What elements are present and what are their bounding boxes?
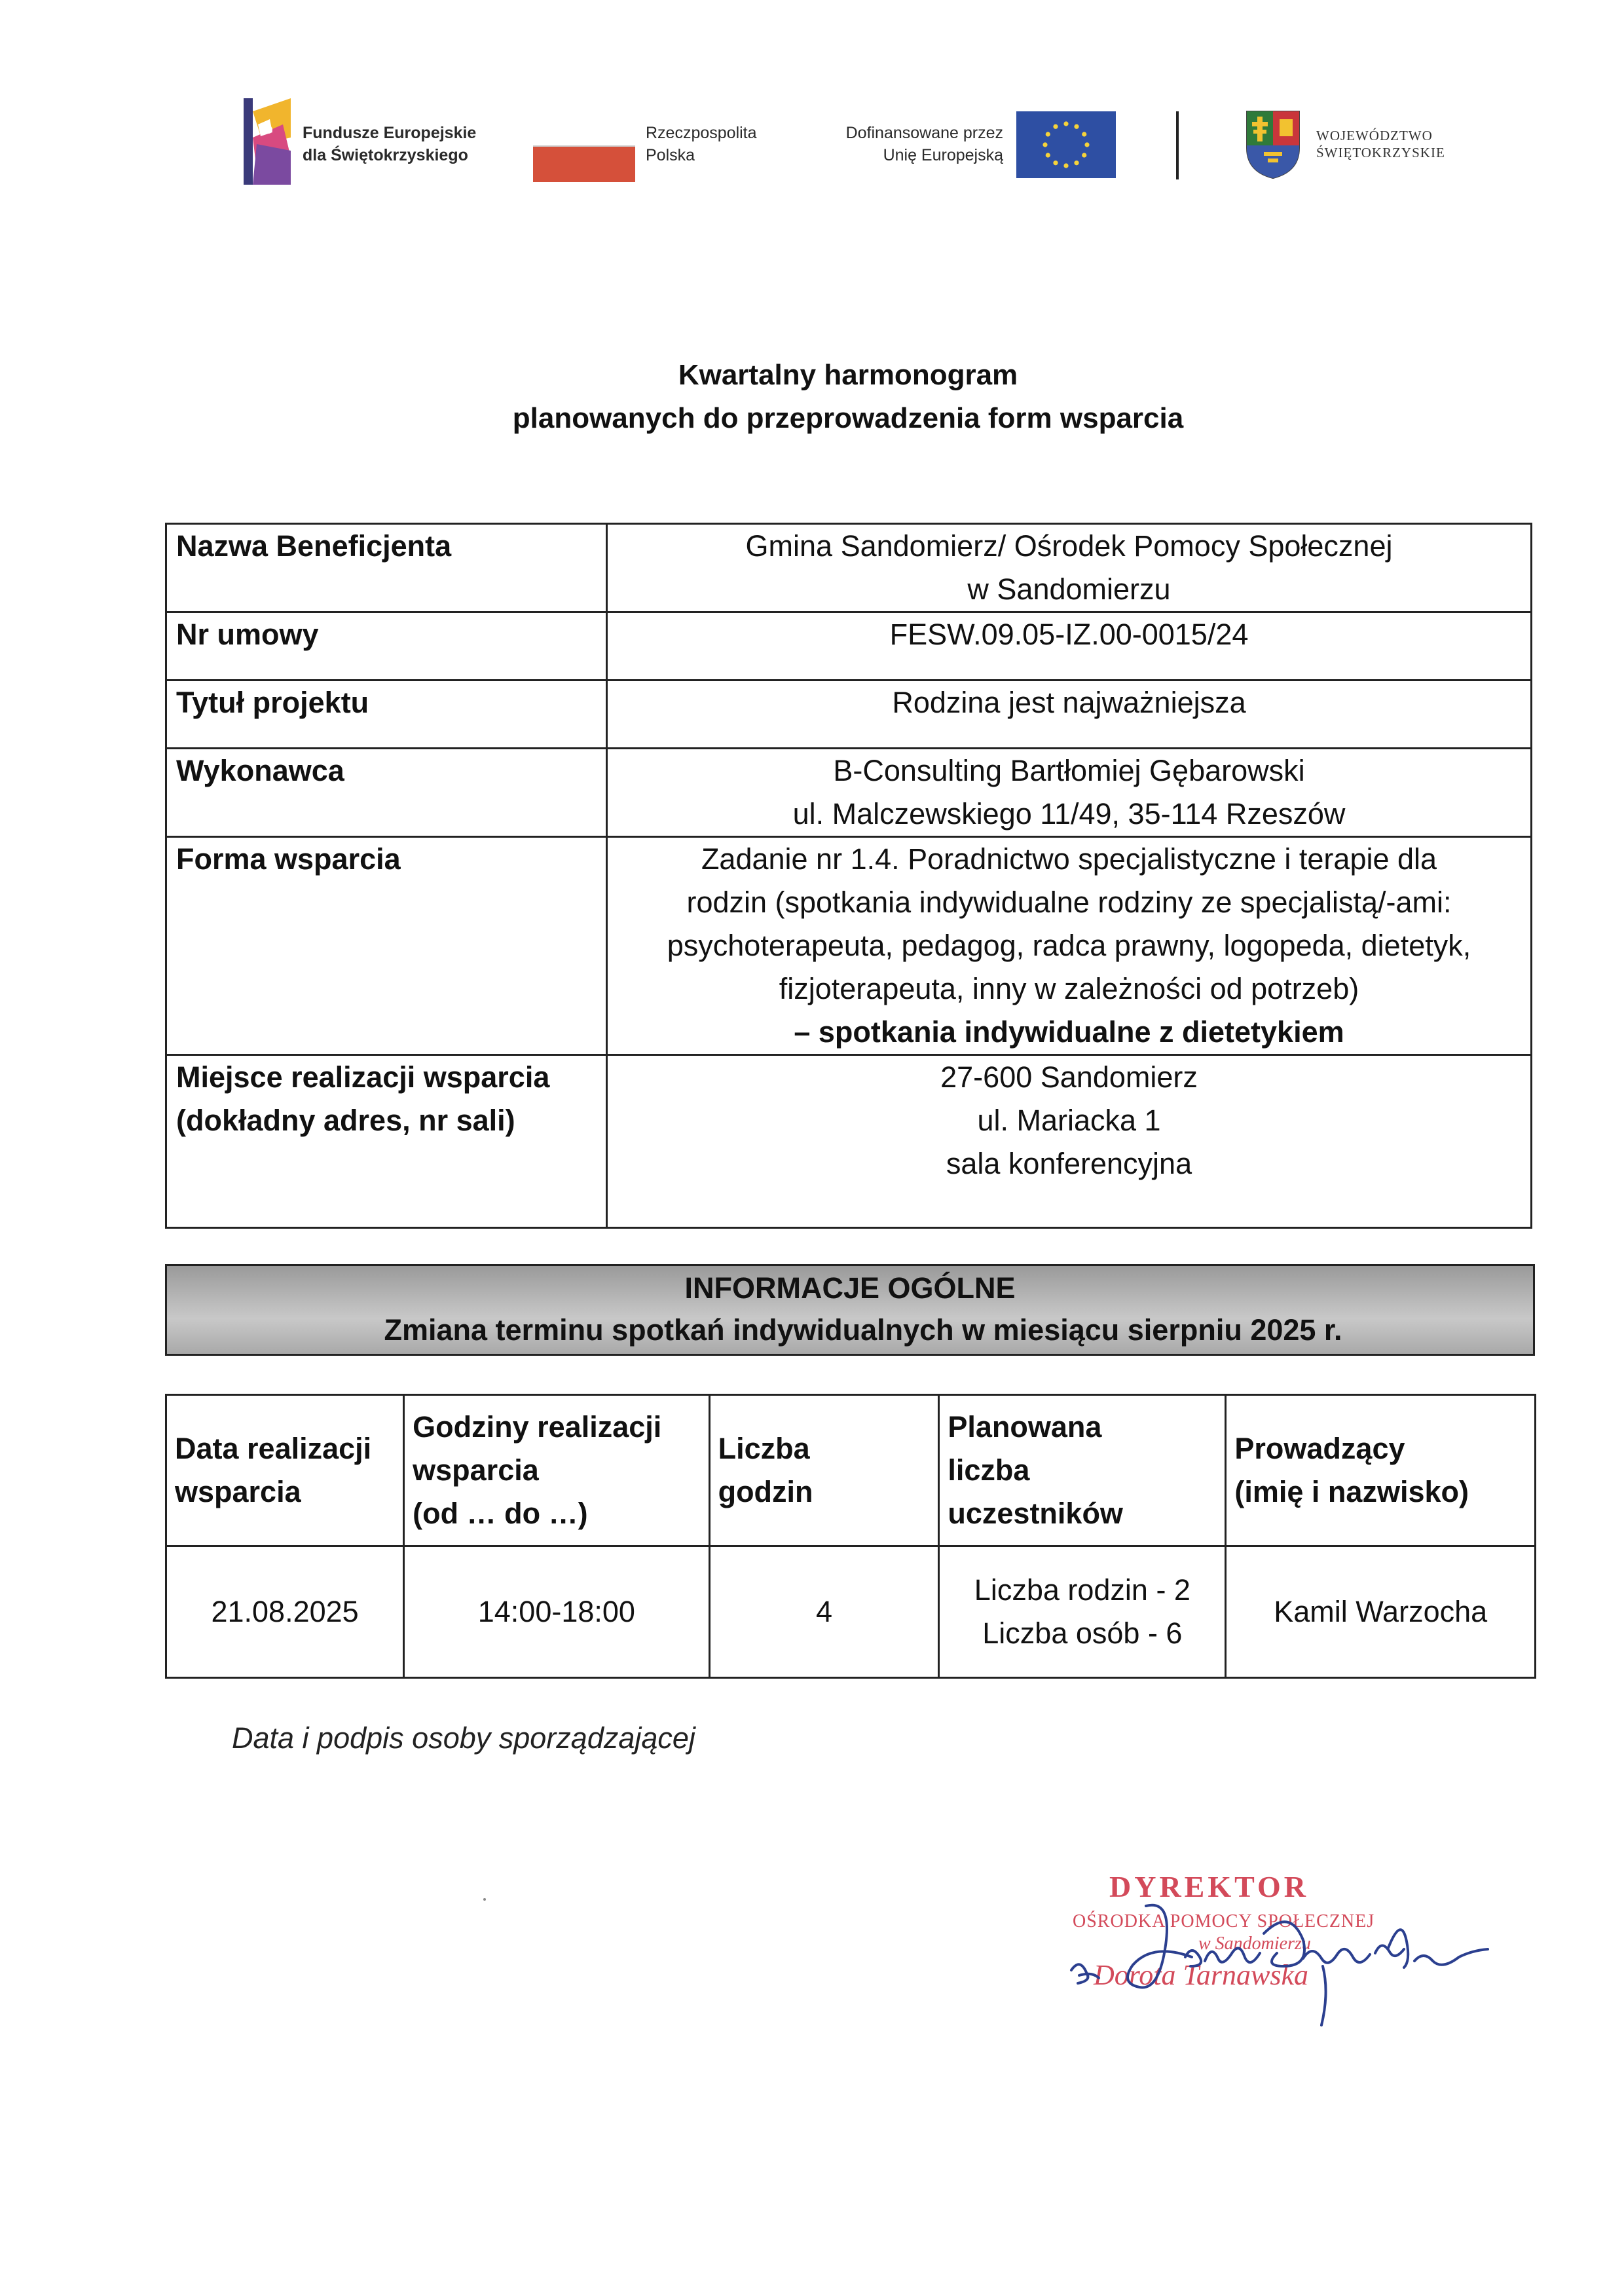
schedule-header-row xyxy=(166,1395,1536,1546)
header-count xyxy=(709,1395,939,1546)
region-line1: WOJEWÓDZTWO xyxy=(1316,128,1433,143)
header-participants xyxy=(939,1395,1226,1546)
eu-star xyxy=(1082,132,1086,136)
logo-bar xyxy=(0,0,1624,196)
header-hours xyxy=(404,1395,709,1546)
region-text xyxy=(1316,127,1445,161)
european-funds-line2: dla Świętokrzyskiego xyxy=(303,146,468,164)
swietokrzyskie-crest-icon xyxy=(1244,109,1302,179)
european-funds-logo-icon xyxy=(244,98,291,185)
label-location-2: (dokładny adres, nr sali) xyxy=(176,1104,515,1137)
value-location-2: ul. Mariacka 1 xyxy=(977,1104,1161,1137)
info-label xyxy=(166,1055,607,1228)
info-label xyxy=(166,681,607,749)
document-title xyxy=(0,354,1624,440)
eu-star xyxy=(1084,142,1089,147)
cell-hours: 14:00-18:00 xyxy=(404,1546,709,1678)
value-contractor-1: B-Consulting Bartłomiej Gębarowski xyxy=(833,754,1305,787)
header-leader-2: (imię i nazwisko) xyxy=(1234,1475,1469,1508)
stamp-city: w Sandomierzu xyxy=(1198,1933,1311,1954)
value-support-form-2: rodzin (spotkania indywidualne rodziny ze specjalistą/-ami: xyxy=(686,886,1452,919)
eu-line2: Unię Europejską xyxy=(883,146,1003,164)
eu-star xyxy=(1074,124,1079,129)
info-value xyxy=(607,1055,1532,1228)
value-contract: FESW.09.05-IZ.00-0015/24 xyxy=(889,618,1249,651)
polish-flag-icon xyxy=(533,145,635,182)
poland-line1: Rzeczpospolita xyxy=(646,124,757,142)
eu-star xyxy=(1063,163,1068,168)
value-support-form-3: psychoterapeuta, pedagog, radca prawny, logopeda, dietetyk, xyxy=(667,929,1471,962)
info-row-beneficiary xyxy=(166,524,1532,612)
table-row xyxy=(166,1546,1536,1678)
header-hours-2: wsparcia xyxy=(413,1453,539,1487)
stamp-name: Dorota Tarnawska xyxy=(1094,1959,1309,1991)
general-info-banner xyxy=(165,1264,1535,1356)
header-count-2: godzin xyxy=(718,1475,813,1508)
eu-star xyxy=(1043,142,1047,147)
title-line1: Kwartalny harmonogram xyxy=(678,359,1018,391)
project-info-table xyxy=(165,523,1532,1229)
header-participants-1: Planowana xyxy=(948,1410,1102,1444)
eu-star xyxy=(1046,132,1050,136)
header-date-1: Data realizacji xyxy=(175,1432,372,1465)
label-beneficiary: Nazwa Beneficjenta xyxy=(176,529,452,563)
participants-families: Liczba rodzin - 2 xyxy=(974,1573,1190,1607)
info-value xyxy=(607,524,1532,612)
banner-heading: INFORMACJE OGÓLNE xyxy=(684,1271,1016,1305)
info-row-contractor xyxy=(166,749,1532,837)
eu-star xyxy=(1063,121,1068,126)
banner-subheading: Zmiana terminu spotkań indywidualnych w miesiącu sierpniu 2025 r. xyxy=(384,1313,1342,1347)
label-support-form: Forma wsparcia xyxy=(176,842,401,876)
eu-star xyxy=(1046,153,1050,157)
header-participants-3: uczestników xyxy=(948,1497,1123,1530)
eu-star xyxy=(1074,160,1079,165)
value-support-form-1: Zadanie nr 1.4. Poradnictwo specjalistyczne i terapie dla xyxy=(701,842,1437,876)
value-contractor-2: ul. Malczewskiego 11/49, 35-114 Rzeszów xyxy=(792,797,1346,830)
header-count-1: Liczba xyxy=(718,1432,810,1465)
cell-date: 21.08.2025 xyxy=(166,1546,404,1678)
info-row-support-form xyxy=(166,837,1532,1055)
logo-divider xyxy=(1176,111,1179,179)
info-label xyxy=(166,837,607,1055)
cell-leader: Kamil Warzocha xyxy=(1226,1546,1536,1678)
eu-star xyxy=(1053,124,1058,129)
info-label xyxy=(166,612,607,681)
stamp-title: DYREKTOR xyxy=(1109,1870,1309,1903)
european-funds-line1: Fundusze Europejskie xyxy=(303,124,477,142)
header-participants-2: liczba xyxy=(948,1453,1030,1487)
header-leader xyxy=(1226,1395,1536,1546)
label-contract: Nr umowy xyxy=(176,618,319,651)
info-row-contract xyxy=(166,612,1532,681)
info-label xyxy=(166,749,607,837)
cell-participants xyxy=(939,1546,1226,1678)
title-line2: planowanych do przeprowadzenia form wsparcia xyxy=(512,402,1184,434)
eu-star xyxy=(1082,153,1086,157)
eu-line1: Dofinansowane przez xyxy=(845,124,1003,142)
label-location-1: Miejsce realizacji wsparcia xyxy=(176,1060,550,1094)
header-hours-3: (od … do …) xyxy=(413,1497,588,1530)
value-beneficiary-1: Gmina Sandomierz/ Ośrodek Pomocy Społecznej xyxy=(745,529,1393,563)
info-value xyxy=(607,837,1532,1055)
header-date xyxy=(166,1395,404,1546)
schedule-table xyxy=(165,1394,1536,1679)
header-hours-1: Godziny realizacji xyxy=(413,1410,662,1444)
region-line2: ŚWIĘTOKRZYSKIE xyxy=(1316,145,1445,160)
eu-star xyxy=(1053,160,1058,165)
european-funds-text xyxy=(303,122,476,166)
scan-speck xyxy=(483,1898,486,1901)
value-support-form-4: fizjoterapeuta, inny w zależności od potrzeb) xyxy=(779,972,1359,1005)
label-contractor: Wykonawca xyxy=(176,754,344,787)
info-label xyxy=(166,524,607,612)
handwritten-signature-icon xyxy=(1048,1893,1493,2037)
value-location-3: sala konferencyjna xyxy=(946,1147,1192,1180)
header-leader-1: Prowadzący xyxy=(1234,1432,1405,1465)
signature-caption: Data i podpis osoby sporządzającej xyxy=(232,1721,695,1755)
header-date-2: wsparcia xyxy=(175,1475,301,1508)
cell-count: 4 xyxy=(709,1546,939,1678)
info-value xyxy=(607,749,1532,837)
info-value xyxy=(607,612,1532,681)
value-support-form-bold: – spotkania indywidualne z dietetykiem xyxy=(794,1015,1344,1049)
info-row-location xyxy=(166,1055,1532,1228)
poland-text xyxy=(646,122,757,166)
eu-flag-icon xyxy=(1016,111,1116,178)
value-beneficiary-2: w Sandomierzu xyxy=(967,572,1171,606)
stamp-organization: OŚRODKA POMOCY SPOŁECZNEJ xyxy=(1073,1911,1375,1931)
participants-persons: Liczba osób - 6 xyxy=(982,1616,1183,1650)
label-project-title: Tytuł projektu xyxy=(176,686,369,719)
value-project-title: Rodzina jest najważniejsza xyxy=(892,686,1246,719)
poland-line2: Polska xyxy=(646,146,695,164)
eu-cofinanced-text xyxy=(809,122,1003,166)
info-value xyxy=(607,681,1532,749)
value-location-1: 27-600 Sandomierz xyxy=(940,1060,1198,1094)
info-row-title xyxy=(166,681,1532,749)
